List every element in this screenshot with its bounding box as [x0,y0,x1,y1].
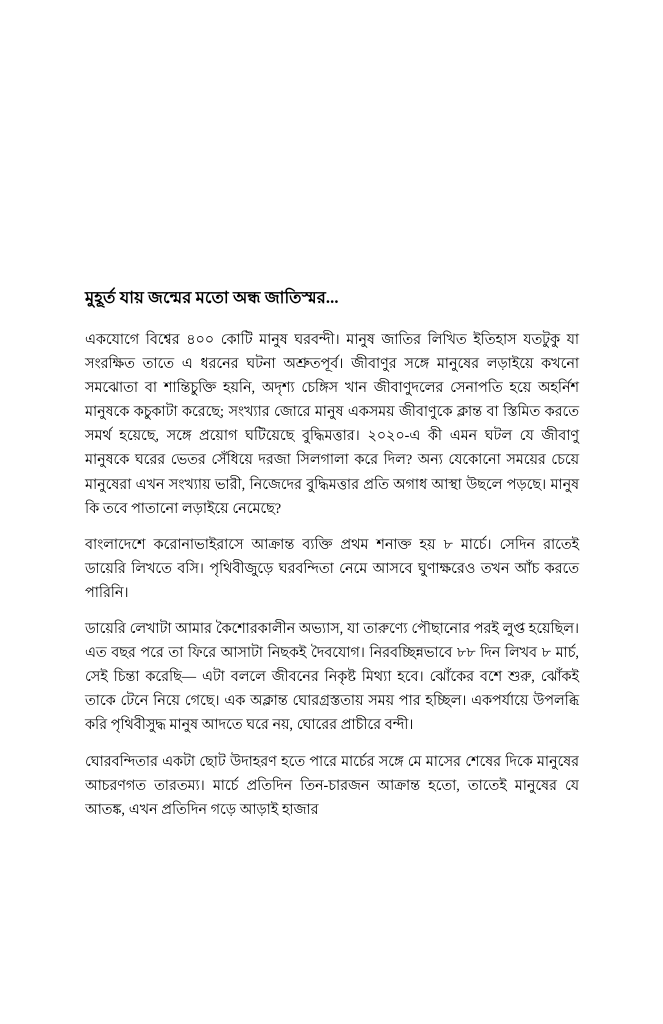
page-text-block [85,286,579,822]
body-paragraph-3: ডায়েরি লেখাটা আমার কৈশোরকালীন অভ্যাস, যা তারুণ্যে পৌছানোর পরই লুপ্ত হয়েছিল। এত বছর পরে তা ফিরে আসাটা নিছকই দৈবযোগ। নিরবচ্ছিন্নভাবে ৮৮ দিন লিখব ৮ মার্চ, সেই চিন্তা করেছি— এটা বললে জীবনের নিকৃষ্ট মিথ্যা হবে। ঝোঁকের বশে শুরু, ঝোঁকই তাকে টেনে নিয়ে গেছে। এক অক্লান্ত ঘোরগ্রস্ততায় সময় পার হচ্ছিল। একপর্যায়ে উপলব্ধি করি পৃথিবীসুদ্ধ মানুষ আদতে ঘরে নয়, ঘোরের প্রাচীরে বন্দী। [85,621,579,734]
page-top-margin [0,0,663,286]
chapter-title: মুহূর্ত যায় জন্মের মতো অন্ধ জাতিস্মর... [85,288,339,307]
body-paragraph-2: বাংলাদেশে করোনাভাইরাসে আক্রান্ত ব্যক্তি প্রথম শনাক্ত হয় ৮ মার্চে। সেদিন রাতেই ডায়েরি লিখতে বসি। পৃথিবীজুড়ে ঘরবন্দিতা নেমে আসবে ঘুণাক্ষরেও তখন আঁচ করতে পারিনি। [85,536,579,601]
body-paragraph-1: একযোগে বিশ্বের ৪০০ কোটি মানুষ ঘরবন্দী। মানুষ জাতির লিখিত ইতিহাস যতটুকু যা সংরক্ষিত তাতে এ ধরনের ঘটনা অশ্রুতপূর্ব। জীবাণুর সঙ্গে মানুষের লড়াইয়ে কখনো সমঝোতা বা শান্তিচুক্তি হয়নি, অদৃশ্য চেঙ্গিস খান জীবাণুদলের সেনাপতি হয়ে অহর্নিশ মানুষকে কচুকাটা করেছে; সংখ্যার জোরে মানুষ একসময় জীবাণুকে ক্লান্ত বা স্তিমিত করতে সমর্থ হয়েছে, সঙ্গে প্রয়োগ ঘটিয়েছে বুদ্ধিমত্তার। ২০২০-এ কী এমন ঘটল যে জীবাণু মানুষকে ঘরের ভেতর সেঁধিয়ে দরজা সিলগালা করে দিল? অন্য যেকোনো সময়ের চেয়ে মানুষেরা এখন সংখ্যায় ভারী, নিজেদের বুদ্ধিমত্তার প্রতি অগাধ আস্থা উছলে পড়ছে। মানুষ কি তবে পাতানো লড়াইয়ে নেমেছে? [85,332,579,517]
body-paragraph-4: ঘোরবন্দিতার একটা ছোট উদাহরণ হতে পারে মার্চের সঙ্গে মে মাসের শেষের দিকে মানুষের আচরণগত তারতম্য। মার্চে প্রতিদিন তিন-চারজন আক্রান্ত হতো, তাতেই মানুষের যে আতঙ্ক, এখন প্রতিদিন গড়ে আড়াই হাজার [85,753,579,818]
